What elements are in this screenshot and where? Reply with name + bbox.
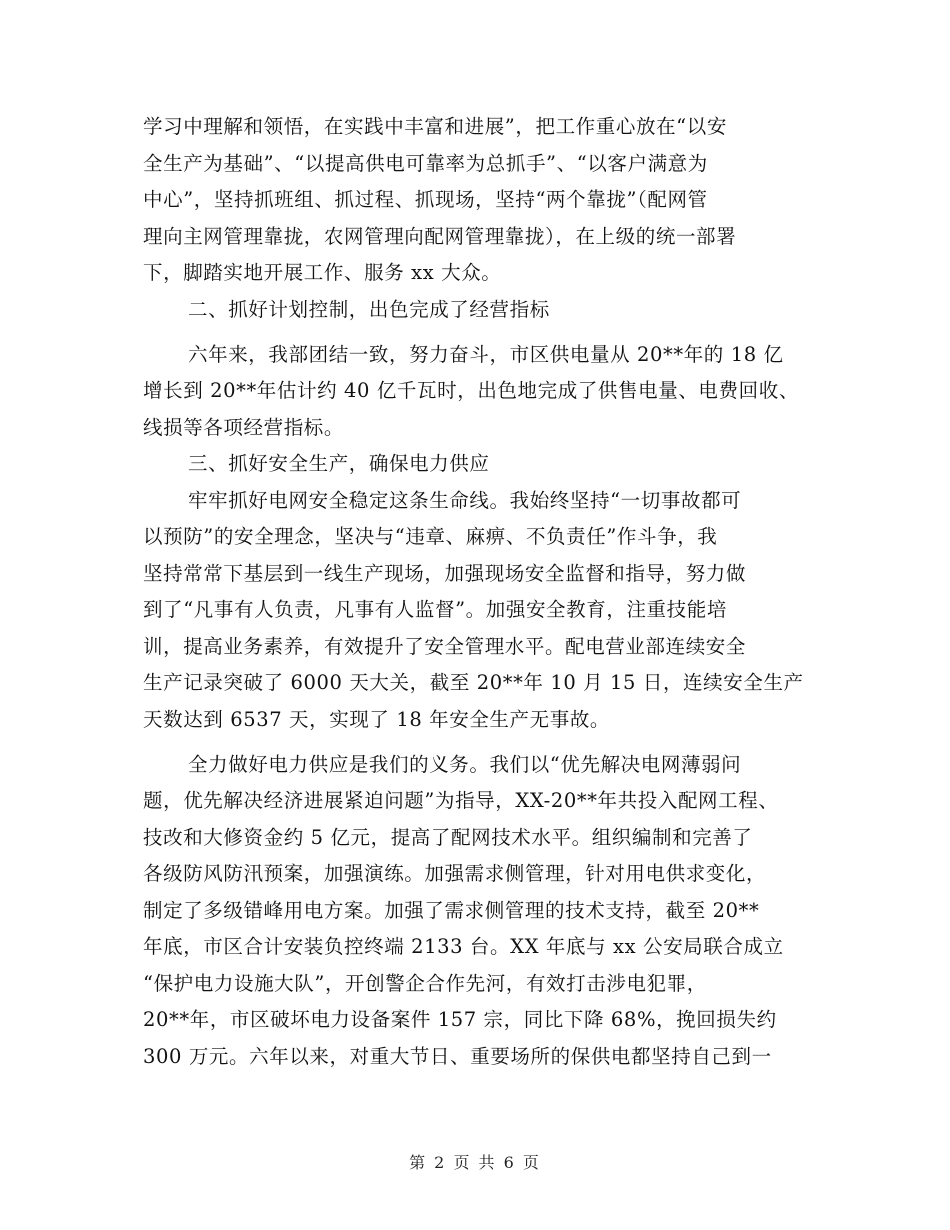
body-line: 年底，市区合计安装负控终端 2133 台。XX 年底与 xx 公安局联合成立	[143, 935, 784, 958]
body-line: 天数达到 6537 天，实现了 18 年安全生产无事故。	[143, 708, 611, 731]
body-line: 六年来，我部团结一致，努力奋斗，市区供电量从 20**年的 18 亿	[188, 343, 784, 366]
body-line: 增长到 20**年估计约 40 亿千瓦时，出色地完成了供售电量、电费回收、	[143, 379, 799, 402]
section-heading-3: 三、抓好安全生产，确保电力供应	[188, 452, 490, 475]
body-line: 制定了多级错峰用电方案。加强了需求侧管理的技术支持，截至 20**	[143, 899, 760, 922]
body-line: 训，提高业务素养，有效提升了安全管理水平。配电营业部连续安全	[143, 635, 747, 658]
section-heading-2: 二、抓好计划控制，出色完成了经营指标	[188, 298, 550, 321]
body-line: 学习中理解和领悟，在实践中丰富和进展”，把工作重心放在“以安	[143, 115, 727, 138]
body-line: 下，脚踏实地开展工作、服务 xx 大众。	[143, 261, 502, 284]
body-line: 20**年，市区破坏电力设备案件 157 宗，同比下降 68%，挽回损失约	[143, 1008, 777, 1031]
body-line: 坚持常常下基层到一线生产现场，加强现场安全监督和指导，努力做	[143, 562, 747, 585]
page-number-footer: 第 2 页 共 6 页	[409, 1153, 541, 1172]
body-line: 300 万元。六年以来，对重大节日、重要场所的保供电都坚持自己到一	[143, 1045, 772, 1068]
body-line: 生产记录突破了 6000 天大关，截至 20**年 10 月 15 日，连续安全生产	[143, 671, 804, 694]
body-line: 到了“凡事有人负责，凡事有人监督”。加强安全教育，注重技能培	[143, 598, 727, 621]
body-line: “保护电力设施大队”，开创警企合作先河，有效打击涉电犯罪，	[143, 972, 707, 995]
body-line: 线损等各项经营指标。	[143, 416, 345, 439]
body-line: 理向主网管理靠拢，农网管理向配网管理靠拢），在上级的统一部署	[143, 225, 737, 248]
body-line: 以预防”的安全理念，坚决与“违章、麻痹、不负责任”作斗争，我	[143, 525, 718, 548]
body-line: 牢牢抓好电网安全稳定这条生命线。我始终坚持“一切事故都可	[188, 489, 742, 512]
body-line: 全力做好电力供应是我们的义务。我们以“优先解决电网薄弱问	[188, 753, 742, 776]
body-line: 全生产为基础”、“以提高供电可靠率为总抓手”、“以客户满意为	[143, 152, 708, 175]
body-line: 中心”，坚持抓班组、抓过程、抓现场，坚持“两个靠拢”（配网管	[143, 188, 708, 211]
body-line: 技改和大修资金约 5 亿元，提高了配网技术水平。组织编制和完善了	[143, 826, 753, 849]
body-line: 题，优先解决经济进展紧迫问题”为指导，XX-20**年共投入配网工程、	[143, 789, 779, 812]
body-line: 各级防风防汛预案，加强演练。加强需求侧管理，针对用电供求变化，	[143, 862, 767, 885]
